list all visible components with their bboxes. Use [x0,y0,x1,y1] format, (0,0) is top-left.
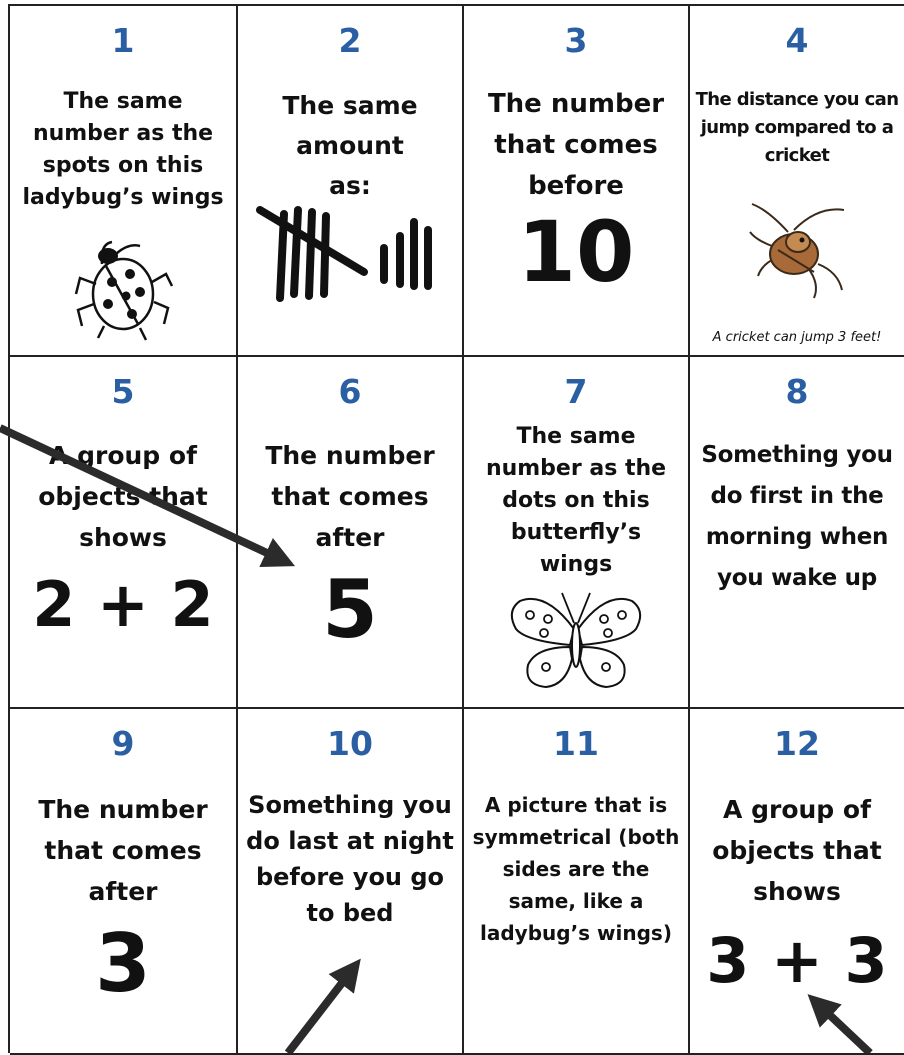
card-5 [10,357,238,709]
card-8 [690,357,904,709]
card-caption: A cricket can jump 3 feet! [712,330,882,345]
card-number: 6 [338,372,362,411]
card-value: 2 + 2 [32,568,214,641]
card-1 [10,6,238,357]
card-number: 10 [327,724,373,763]
card-number: 7 [564,372,588,411]
card-prompt: The number that comes after [265,441,435,552]
card-prompt: The same number as the dots on this butterfly’s wings [485,424,667,577]
card-4 [690,6,904,357]
card-number: 12 [774,724,820,763]
card-7 [464,357,690,709]
card-prompt: A picture that is symmetrical (both sides are the same, like a ladybug’s wings) [472,793,680,945]
tally-marks-icon [254,196,444,306]
card-6 [238,357,464,709]
card-prompt: Something you do last at night before you go to bed [246,791,454,927]
card-value: 3 + 3 [706,924,888,997]
card-prompt: The number that comes after [38,795,208,906]
card-12 [690,709,904,1055]
ladybug-icon [68,234,178,344]
card-11 [464,709,690,1055]
card-number: 8 [785,372,809,411]
card-prompt: The number that comes before [487,89,665,201]
card-value: 5 [322,563,378,656]
card-value: 3 [95,917,151,1010]
card-prompt: A group of objects that shows [712,795,882,906]
card-number: 9 [111,724,135,763]
card-prompt: Something you do first in the morning when you wake up [701,442,893,591]
card-10 [238,709,464,1055]
card-2 [238,6,464,357]
cricket-icon [748,202,852,306]
card-number: 4 [785,21,809,60]
card-prompt: The distance you can jump compared to a cricket [695,89,899,166]
card-value: 10 [517,203,635,301]
card-number: 5 [111,372,135,411]
card-prompt: A group of objects that shows [38,441,208,552]
butterfly-icon [506,589,646,693]
card-number: 1 [111,21,135,60]
card-number: 3 [564,21,588,60]
card-number: 11 [553,724,599,763]
card-number: 2 [338,21,362,60]
card-prompt: The same amount as: [282,91,418,200]
scavenger-hunt-grid [8,4,904,1053]
card-prompt: The same number as the spots on this ladybug’s wings [22,89,224,210]
card-9 [10,709,238,1055]
card-3 [464,6,690,357]
